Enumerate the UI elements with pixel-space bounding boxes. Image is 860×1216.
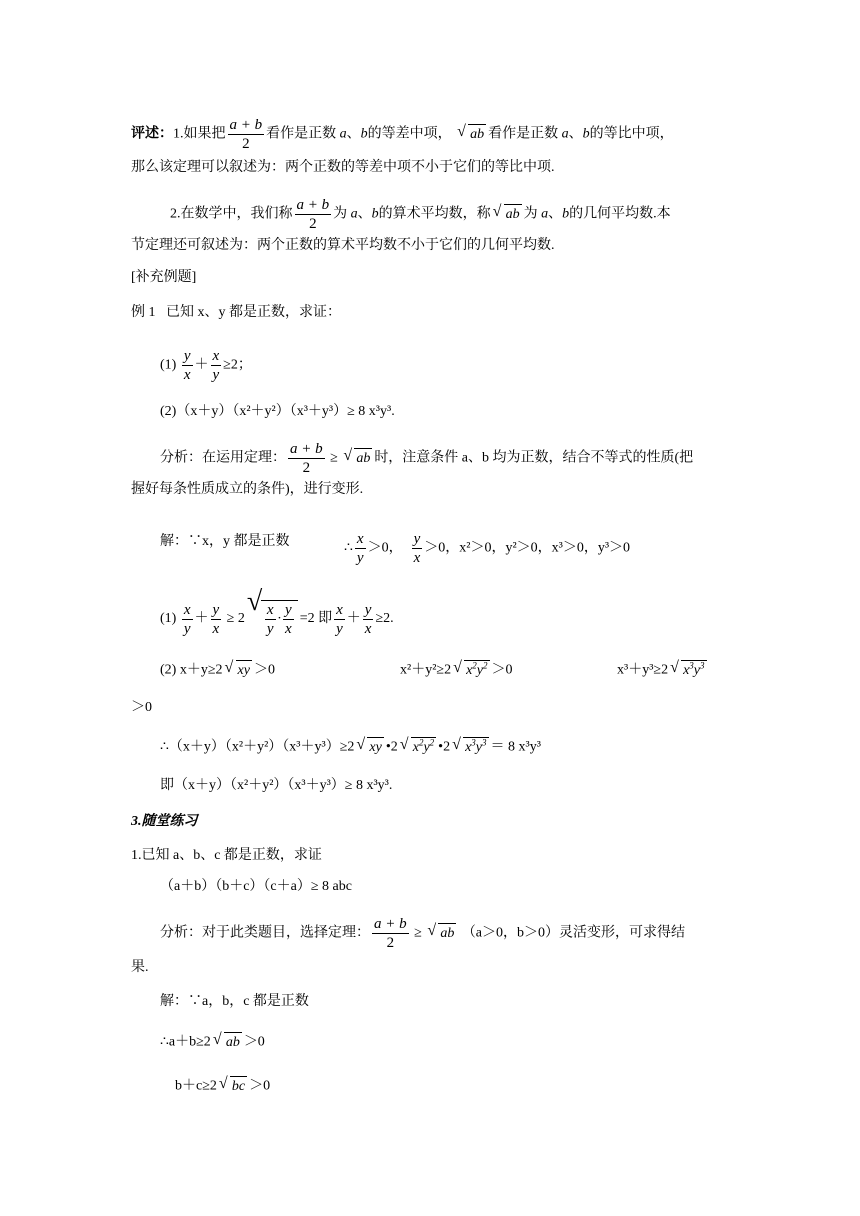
practice-solution: 解：∵a，b，c 都是正数 xyxy=(160,994,309,1009)
solution-step-4: 即（x＋y）（x²＋y²）（x³＋y³）≥ 8 x³y³. xyxy=(160,778,393,793)
analysis-line-2: 握好每条性质成立的条件)，进行变形. xyxy=(131,482,364,497)
comment-line-2: 那么该定理可以叙述为：两个正数的等差中项不小于它们的等比中项. xyxy=(131,160,555,175)
sqrt-ab: √ ab xyxy=(457,124,486,145)
fraction-a-plus-b-over-2: $\frac{a + b}{2}$ xyxy=(229,117,263,152)
question-1: (1) $\frac{y}{x}$ ＋ $\frac{x}{y}$ ≥2； xyxy=(160,348,252,383)
solution-step-2a: (2) x＋y≥2 √ xy ＞0 xyxy=(160,660,275,681)
practice-step-2: b＋c≥2 √ bc ＞0 xyxy=(175,1076,270,1097)
solution-step-3: ∴（x＋y）（x²＋y²）（x³＋y³）≥2 √ xy •2 √ $x^2y^2$ •2 √ $x^3y^3 = 8$ x³y³ xyxy=(160,737,541,758)
solution-line: 解：∵x，y 都是正数 xyxy=(160,534,290,549)
question-2: (2)（x＋y）（x²＋y²）（x³＋y³）≥ 8 x³y³. xyxy=(160,404,395,419)
example-1: 例 1 已知 x、y 都是正数，求证： xyxy=(131,305,341,320)
fraction-a-plus-b-over-2: $\frac{a + b}{2}$ xyxy=(296,197,330,232)
practice-formula: （a＋b）（b＋c）（c＋a）≥ 8 abc xyxy=(160,879,352,894)
comment-line-1: 评述：1.如果把 $\frac{a + b}{2}$ 看作是正数 a、b的等差中项， √ ab 看作是正数 a、b的等比中项， xyxy=(131,117,674,152)
solution-step-1: (1) $\frac{x}{y}$ ＋ $\frac{y}{x}$ ≥ 2 √ $\frac{x}{y}$ · $\frac{y}{x}$ =2 即 $\frac{x}{y}$ ＋ $\frac{y}{x}$ ≥2. xyxy=(160,586,394,637)
solution-step-2c: x³＋y³≥2 √ $x^3y^3$ xyxy=(617,660,709,681)
supplement-heading: [补充例题] xyxy=(131,270,197,285)
solution-step-2-wrap: ＞0 xyxy=(131,700,152,715)
analysis-line-1: 分析：在运用定理： $\frac{a + b}{2}$ ≥ √ ab 时，注意条件 a、b 均为正数，结合不等式的性质(把 xyxy=(160,441,694,476)
sqrt-ab: √ ab xyxy=(493,204,522,225)
comment-label: 评述： xyxy=(131,126,173,142)
comment-line-4: 节定理还可叙述为：两个正数的算术平均数不小于它们的几何平均数. xyxy=(131,238,555,253)
comment-line-3: 2.在数学中，我们称 $\frac{a + b}{2}$ 为 a、b的算术平均数，称 √ ab 为 a、b的几何平均数.本 xyxy=(170,197,671,232)
practice-step-1: ∴a＋b≥2 √ ab ＞0 xyxy=(160,1032,265,1053)
practice-heading: 3.随堂练习 xyxy=(131,814,198,829)
solution-therefore: ∴ $\frac{x}{y}$ ＞0， $\frac{y}{x}$ ＞0，x²＞0，y²＞0，x³＞0，y³＞0 xyxy=(344,531,631,566)
solution-step-2b: x²＋y²≥2 √ $x^2y^2 >0$ xyxy=(400,660,513,681)
practice-problem-1: 1.已知 a、b、c 都是正数，求证 xyxy=(131,848,322,863)
practice-analysis-line-1: 分析：对于此类题目，选择定理： $\frac{a + b}{2}$ ≥ √ ab （a＞0，b＞0）灵活变形，可求得结 xyxy=(160,916,686,951)
practice-analysis-line-2: 果. xyxy=(131,960,149,975)
